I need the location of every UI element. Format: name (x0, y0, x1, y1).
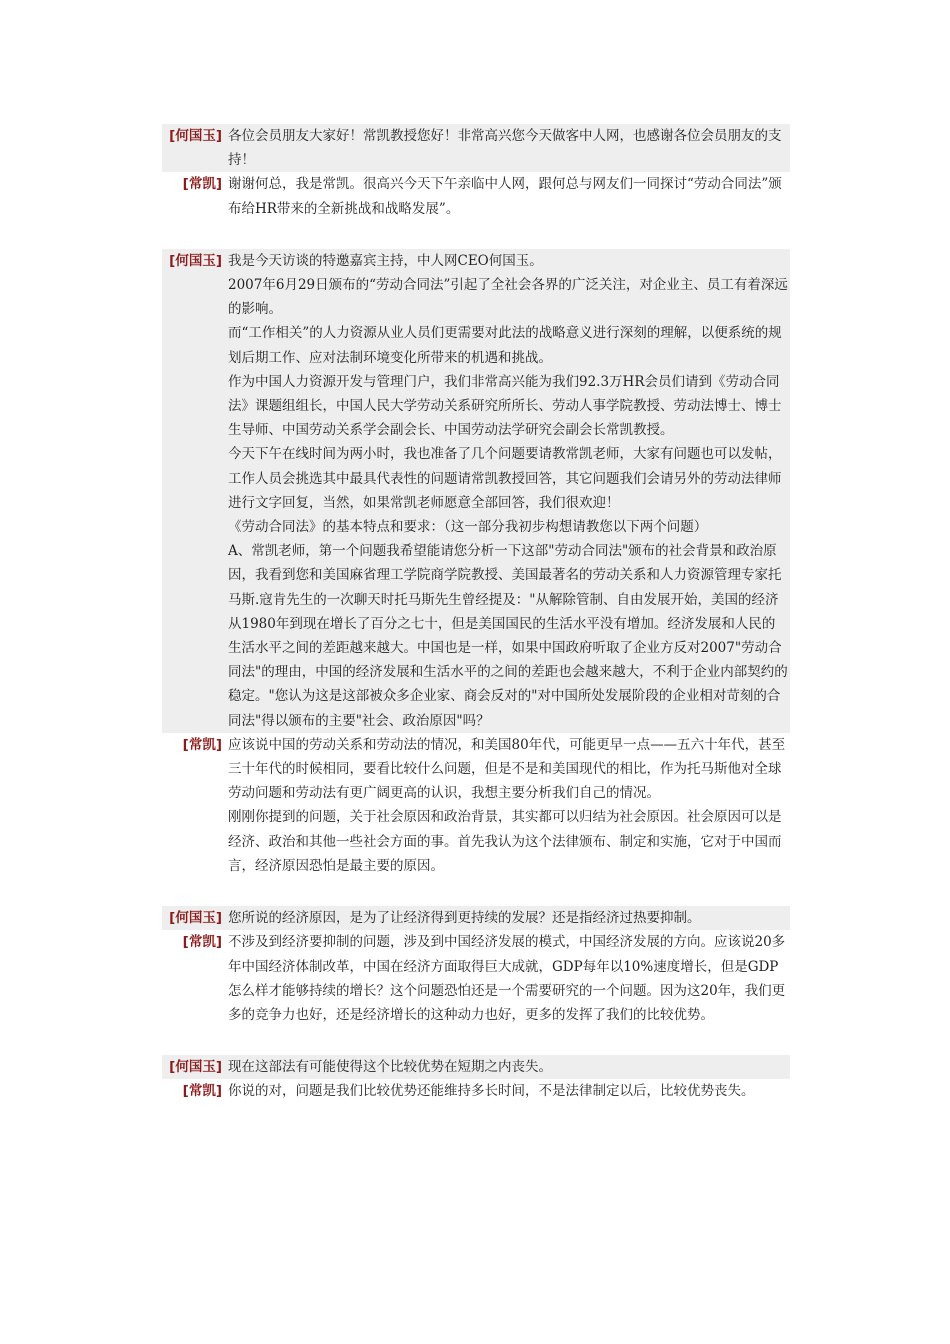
host-question (162, 906, 790, 930)
interview-transcript (162, 124, 790, 1132)
speaker-label-host: [何国玉] (169, 1059, 222, 1076)
paragraph: 谢谢何总，我是常凯。很高兴今天下午亲临中人网，跟何总与网友们一同探讨“劳动合同法”颁布给HR带来的全新挑战和战略发展”。 (228, 176, 782, 217)
dialogue-block (162, 249, 790, 878)
paragraph: 应该说中国的劳动关系和劳动法的情况，和美国80年代，可能更早一点——五六十年代，甚至三十年代的时候相同，要看比较什么问题，但是不是和美国现代的相比，作为托马斯他对全球劳动问题和劳动法有更广阔更高的认识，我想主要分析我们自己的情况。 (228, 736, 786, 802)
answer-text (228, 733, 790, 878)
answer-text (228, 172, 790, 220)
guest-answer (162, 733, 790, 878)
dialogue-block (162, 906, 790, 1027)
speaker-label-host: [何国玉] (169, 252, 222, 269)
paragraph: 我是今天访谈的特邀嘉宾主持，中人网CEO何国玉。 (228, 252, 543, 269)
dialogue-block (162, 124, 790, 221)
paragraph: 2007年6月29日颁布的“劳动合同法”引起了全社会各界的广泛关注，对企业主、员工有着深远的影响。 (228, 277, 788, 318)
paragraph: 作为中国人力资源开发与管理门户，我们非常高兴能为我们92.3万HR会员们请到《劳动合同法》课题组组长，中国人民大学劳动关系研究所所长、劳动人事学院教授、劳动法博士、博士生导师、中国劳动关系学会副会长、中国劳动法学研究会副会长常凯教授。 (228, 373, 782, 439)
paragraph: 《劳动合同法》的基本特点和要求：（这一部分我初步构想请教您以下两个问题） (228, 519, 708, 536)
speaker-label-guest: [常凯] (182, 736, 222, 753)
guest-answer (162, 172, 790, 220)
host-question (162, 124, 790, 172)
paragraph: 您所说的经济原因，是为了让经济得到更持续的发展？还是指经济过热要抑制。 (228, 910, 701, 927)
speaker-label-guest: [常凯] (182, 1083, 222, 1100)
paragraph: 刚刚你提到的问题，关于社会原因和政治背景，其实都可以归结为社会原因。社会原因可以是经济、政治和其他一些社会方面的事。首先我认为这个法律颁布、制定和实施，它对于中国而言，经济原因恐怕是最主要的原因。 (228, 809, 782, 874)
guest-answer (162, 1079, 790, 1103)
question-text (228, 906, 790, 930)
answer-text (228, 1079, 790, 1103)
speaker-label-guest: [常凯] (182, 934, 222, 951)
speaker-label-host: [何国玉] (169, 128, 222, 144)
paragraph: 各位会员朋友大家好！常凯教授您好！非常高兴您今天做客中人网，也感谢各位会员朋友的支持！ (228, 128, 782, 169)
speaker-label-guest: [常凯] (182, 176, 222, 193)
question-text (228, 124, 790, 172)
dialogue-block (162, 1055, 790, 1103)
host-question (162, 1055, 790, 1079)
guest-answer (162, 930, 790, 1027)
paragraph: 你说的对，问题是我们比较优势还能维持多长时间，不是法律制定以后，比较优势丧失。 (228, 1083, 755, 1100)
question-text (228, 249, 790, 733)
speaker-label-host: [何国玉] (169, 910, 222, 927)
paragraph: 今天下午在线时间为两小时，我也准备了几个问题要请教常凯老师，大家有问题也可以发帖，工作人员会挑选其中最具代表性的问题请常凯教授回答，其它问题我们会请另外的劳动法律师进行文字回复，当然，如果常凯老师愿意全部回答，我们很欢迎！ (228, 446, 782, 511)
host-question (162, 249, 790, 733)
paragraph: A、常凯老师，第一个问题我希望能请您分析一下这部"劳动合同法"颁布的社会背景和政治原因，我看到您和美国麻省理工学院商学院教授、美国最著名的劳动关系和人力资源管理专家托马斯.寇肯先生的一次聊天时托马斯先生曾经提及："从解除管制、自由发展开始，美国的经济从1980年到现在增长了百分之七十，但是美国国民的生活水平没有增加。经济发展和人民的生活水平之间的差距越来越大。中国也是一样，如果中国政府听取了企业方反对2007"劳动合同法"的理由，中国的经济发展和生活水平的之间的差距也会越来越大，不利于企业内部契约的稳定。"您认为这是这部被众多企业家、商会反对的"对中国所处发展阶段的企业相对苛刻的合同法"得以颁布的主要"社会、政治原因"吗？ (228, 543, 788, 729)
paragraph: 而“工作相关”的人力资源从业人员们更需要对此法的战略意义进行深刻的理解，以便系统的规划后期工作、应对法制环境变化所带来的机遇和挑战。 (228, 325, 782, 366)
paragraph: 现在这部法有可能使得这个比较优势在短期之内丧失。 (228, 1059, 552, 1076)
paragraph: 不涉及到经济要抑制的问题，涉及到中国经济发展的模式，中国经济发展的方向。应该说20多年中国经济体制改革，中国在经济方面取得巨大成就，GDP每年以10%速度增长，但是GDP怎么样才能够持续的增长？这个问题恐怕还是一个需要研究的一个问题。因为这20年，我们更多的竞争力也好，还是经济增长的这种动力也好，更多的发挥了我们的比较优势。 (228, 934, 786, 1023)
question-text (228, 1055, 790, 1079)
answer-text (228, 930, 790, 1027)
